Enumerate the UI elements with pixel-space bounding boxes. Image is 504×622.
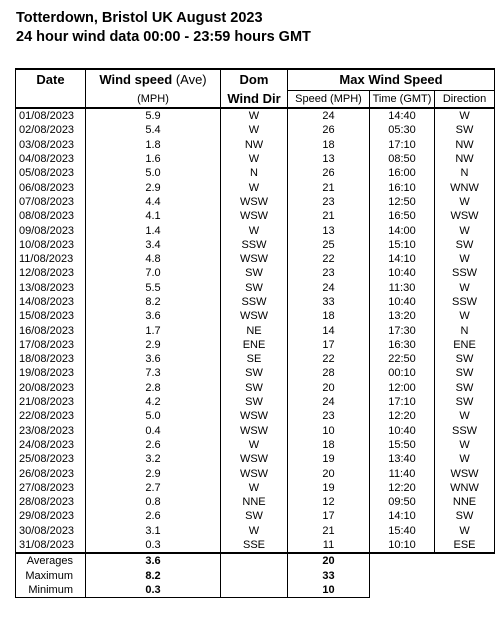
summary-blank — [221, 553, 288, 568]
cell-avg-speed: 3.6 — [86, 309, 221, 323]
cell-max-speed: 13 — [288, 152, 370, 166]
summary-row — [16, 553, 495, 568]
summary-row — [16, 583, 495, 598]
summary-max-speed: 20 — [288, 553, 370, 568]
table-row — [16, 123, 495, 137]
cell-avg-speed: 3.4 — [86, 238, 221, 252]
table-row — [16, 323, 495, 337]
cell-max-speed: 23 — [288, 195, 370, 209]
header-direction: Direction — [435, 91, 495, 109]
cell-dom-dir: SSW — [221, 295, 288, 309]
cell-max-direction: W — [435, 195, 495, 209]
cell-dom-dir: W — [221, 438, 288, 452]
cell-avg-speed: 4.2 — [86, 395, 221, 409]
cell-max-speed: 19 — [288, 481, 370, 495]
cell-avg-speed: 0.4 — [86, 424, 221, 438]
cell-avg-speed: 5.5 — [86, 281, 221, 295]
cell-max-time: 22:50 — [370, 352, 435, 366]
cell-max-time: 16:50 — [370, 209, 435, 223]
cell-date: 16/08/2023 — [16, 323, 86, 337]
cell-dom-dir: WSW — [221, 424, 288, 438]
cell-dom-dir: SSW — [221, 238, 288, 252]
cell-date: 18/08/2023 — [16, 352, 86, 366]
cell-max-time: 16:00 — [370, 166, 435, 180]
cell-max-time: 05:30 — [370, 123, 435, 137]
cell-max-direction: NNE — [435, 495, 495, 509]
cell-dom-dir: SW — [221, 366, 288, 380]
cell-date: 14/08/2023 — [16, 295, 86, 309]
cell-max-direction: W — [435, 309, 495, 323]
table-row — [16, 166, 495, 180]
cell-avg-speed: 5.9 — [86, 108, 221, 123]
cell-avg-speed: 3.2 — [86, 452, 221, 466]
table-row — [16, 309, 495, 323]
cell-avg-speed: 2.6 — [86, 438, 221, 452]
cell-max-time: 12:00 — [370, 381, 435, 395]
table-row — [16, 152, 495, 166]
cell-max-speed: 21 — [288, 209, 370, 223]
summary-blank — [221, 583, 288, 598]
header-wind-speed — [86, 69, 221, 91]
cell-max-speed: 13 — [288, 223, 370, 237]
cell-max-speed: 25 — [288, 238, 370, 252]
cell-avg-speed: 2.9 — [86, 466, 221, 480]
cell-max-speed: 20 — [288, 381, 370, 395]
cell-max-direction: SW — [435, 509, 495, 523]
cell-date: 09/08/2023 — [16, 223, 86, 237]
cell-max-direction: W — [435, 524, 495, 538]
cell-max-direction: NW — [435, 152, 495, 166]
cell-avg-speed: 0.3 — [86, 538, 221, 553]
table-row — [16, 466, 495, 480]
header-date: Date — [16, 69, 86, 91]
cell-avg-speed: 8.2 — [86, 295, 221, 309]
cell-max-direction: SW — [435, 381, 495, 395]
cell-date: 31/08/2023 — [16, 538, 86, 553]
cell-avg-speed: 4.4 — [86, 195, 221, 209]
cell-max-time: 10:40 — [370, 266, 435, 280]
table-row — [16, 252, 495, 266]
cell-max-speed: 18 — [288, 438, 370, 452]
cell-avg-speed: 5.4 — [86, 123, 221, 137]
cell-max-direction: W — [435, 223, 495, 237]
cell-dom-dir: WSW — [221, 195, 288, 209]
header-date-blank — [16, 91, 86, 109]
cell-dom-dir: SW — [221, 381, 288, 395]
report-subtitle: 24 hour wind data 00:00 - 23:59 hours GMT — [16, 29, 311, 45]
table-row — [16, 352, 495, 366]
cell-max-speed: 23 — [288, 266, 370, 280]
table-row — [16, 338, 495, 352]
summary-blank — [221, 569, 288, 583]
table-row — [16, 381, 495, 395]
cell-date: 27/08/2023 — [16, 481, 86, 495]
table-row — [16, 481, 495, 495]
cell-max-direction: SW — [435, 238, 495, 252]
cell-max-direction: W — [435, 452, 495, 466]
cell-dom-dir: WSW — [221, 409, 288, 423]
cell-max-speed: 12 — [288, 495, 370, 509]
cell-date: 17/08/2023 — [16, 338, 86, 352]
table-row — [16, 409, 495, 423]
cell-max-direction: W — [435, 108, 495, 123]
cell-max-speed: 18 — [288, 138, 370, 152]
cell-avg-speed: 2.6 — [86, 509, 221, 523]
cell-max-time: 11:40 — [370, 466, 435, 480]
cell-date: 11/08/2023 — [16, 252, 86, 266]
cell-avg-speed: 3.1 — [86, 524, 221, 538]
cell-date: 30/08/2023 — [16, 524, 86, 538]
cell-max-speed: 24 — [288, 281, 370, 295]
cell-max-speed: 23 — [288, 409, 370, 423]
cell-dom-dir: ENE — [221, 338, 288, 352]
cell-dom-dir: NW — [221, 138, 288, 152]
cell-date: 26/08/2023 — [16, 466, 86, 480]
cell-dom-dir: W — [221, 524, 288, 538]
table-row — [16, 366, 495, 380]
cell-date: 28/08/2023 — [16, 495, 86, 509]
cell-dom-dir: N — [221, 166, 288, 180]
cell-dom-dir: W — [221, 108, 288, 123]
cell-date: 24/08/2023 — [16, 438, 86, 452]
cell-date: 20/08/2023 — [16, 381, 86, 395]
header-time-gmt: Time (GMT) — [370, 91, 435, 109]
table-row — [16, 108, 495, 123]
table-row — [16, 395, 495, 409]
cell-max-time: 15:50 — [370, 438, 435, 452]
cell-max-time: 17:30 — [370, 323, 435, 337]
cell-dom-dir: SW — [221, 281, 288, 295]
cell-max-speed: 24 — [288, 395, 370, 409]
cell-max-time: 14:10 — [370, 252, 435, 266]
cell-max-time: 11:30 — [370, 281, 435, 295]
cell-max-direction: SW — [435, 395, 495, 409]
cell-dom-dir: WSW — [221, 452, 288, 466]
cell-dom-dir: WSW — [221, 252, 288, 266]
cell-date: 22/08/2023 — [16, 409, 86, 423]
cell-max-time: 15:40 — [370, 524, 435, 538]
summary-label: Averages — [16, 553, 86, 568]
table-row — [16, 509, 495, 523]
cell-max-direction: ENE — [435, 338, 495, 352]
cell-max-direction: SW — [435, 352, 495, 366]
cell-max-speed: 20 — [288, 466, 370, 480]
cell-date: 03/08/2023 — [16, 138, 86, 152]
summary-row — [16, 569, 495, 583]
cell-max-direction: W — [435, 281, 495, 295]
cell-avg-speed: 1.7 — [86, 323, 221, 337]
cell-dom-dir: SW — [221, 509, 288, 523]
cell-max-time: 17:10 — [370, 395, 435, 409]
cell-max-direction: W — [435, 438, 495, 452]
cell-max-time: 12:20 — [370, 481, 435, 495]
table-row — [16, 452, 495, 466]
cell-max-time: 13:40 — [370, 452, 435, 466]
header-speed-mph: Speed (MPH) — [288, 91, 370, 109]
header-max-wind-speed: Max Wind Speed — [288, 69, 495, 91]
cell-dom-dir: W — [221, 223, 288, 237]
cell-avg-speed: 5.0 — [86, 166, 221, 180]
table-row — [16, 195, 495, 209]
cell-max-speed: 26 — [288, 123, 370, 137]
table-row — [16, 266, 495, 280]
cell-avg-speed: 1.6 — [86, 152, 221, 166]
cell-max-time: 15:10 — [370, 238, 435, 252]
cell-max-direction: WSW — [435, 209, 495, 223]
cell-max-time: 10:40 — [370, 295, 435, 309]
cell-date: 05/08/2023 — [16, 166, 86, 180]
cell-avg-speed: 2.8 — [86, 381, 221, 395]
cell-avg-speed: 2.9 — [86, 338, 221, 352]
cell-avg-speed: 7.3 — [86, 366, 221, 380]
cell-dom-dir: W — [221, 123, 288, 137]
cell-max-time: 09:50 — [370, 495, 435, 509]
cell-max-time: 17:10 — [370, 138, 435, 152]
cell-date: 21/08/2023 — [16, 395, 86, 409]
cell-dom-dir: SSE — [221, 538, 288, 553]
cell-avg-speed: 1.4 — [86, 223, 221, 237]
header-wind-speed-label: Wind speed — [99, 72, 173, 88]
summary-avg-speed: 0.3 — [86, 583, 221, 598]
cell-max-direction: N — [435, 166, 495, 180]
summary-max-speed: 33 — [288, 569, 370, 583]
cell-date: 29/08/2023 — [16, 509, 86, 523]
cell-max-time: 00:10 — [370, 366, 435, 380]
cell-max-speed: 22 — [288, 352, 370, 366]
cell-max-direction: N — [435, 323, 495, 337]
table-row — [16, 524, 495, 538]
cell-avg-speed: 5.0 — [86, 409, 221, 423]
cell-max-direction: ESE — [435, 538, 495, 553]
table-row — [16, 438, 495, 452]
cell-avg-speed: 4.8 — [86, 252, 221, 266]
cell-max-direction: WSW — [435, 466, 495, 480]
cell-max-time: 12:20 — [370, 409, 435, 423]
cell-max-speed: 21 — [288, 180, 370, 194]
cell-avg-speed: 2.7 — [86, 481, 221, 495]
cell-date: 25/08/2023 — [16, 452, 86, 466]
cell-max-direction: SW — [435, 123, 495, 137]
cell-dom-dir: WSW — [221, 309, 288, 323]
cell-date: 06/08/2023 — [16, 180, 86, 194]
cell-max-time: 10:10 — [370, 538, 435, 553]
header-wind-unit: (MPH) — [86, 91, 221, 109]
cell-avg-speed: 4.1 — [86, 209, 221, 223]
cell-max-direction: SSW — [435, 295, 495, 309]
cell-max-speed: 33 — [288, 295, 370, 309]
cell-avg-speed: 2.9 — [86, 180, 221, 194]
cell-max-direction: NW — [435, 138, 495, 152]
cell-max-speed: 28 — [288, 366, 370, 380]
cell-max-speed: 17 — [288, 509, 370, 523]
cell-date: 23/08/2023 — [16, 424, 86, 438]
table-row — [16, 138, 495, 152]
cell-max-speed: 19 — [288, 452, 370, 466]
cell-max-speed: 18 — [288, 309, 370, 323]
cell-max-direction: W — [435, 252, 495, 266]
table-row — [16, 223, 495, 237]
cell-dom-dir: SW — [221, 266, 288, 280]
table-row — [16, 495, 495, 509]
cell-max-direction: WNW — [435, 180, 495, 194]
cell-dom-dir: WSW — [221, 466, 288, 480]
cell-date: 07/08/2023 — [16, 195, 86, 209]
cell-date: 04/08/2023 — [16, 152, 86, 166]
table-row — [16, 281, 495, 295]
wind-data-table — [15, 68, 494, 598]
cell-max-speed: 14 — [288, 323, 370, 337]
cell-max-speed: 24 — [288, 108, 370, 123]
summary-max-speed: 10 — [288, 583, 370, 598]
cell-max-speed: 11 — [288, 538, 370, 553]
cell-max-direction: SSW — [435, 424, 495, 438]
table-row — [16, 295, 495, 309]
cell-max-time: 08:50 — [370, 152, 435, 166]
header-wind-dir: Wind Dir — [221, 91, 288, 109]
summary-label: Maximum — [16, 569, 86, 583]
header-wind-speed-ave: (Ave) — [175, 72, 207, 88]
table-row — [16, 238, 495, 252]
cell-dom-dir: SE — [221, 352, 288, 366]
summary-avg-speed: 8.2 — [86, 569, 221, 583]
cell-avg-speed: 7.0 — [86, 266, 221, 280]
table-row — [16, 209, 495, 223]
cell-date: 12/08/2023 — [16, 266, 86, 280]
cell-dom-dir: W — [221, 481, 288, 495]
cell-max-time: 16:30 — [370, 338, 435, 352]
cell-dom-dir: NE — [221, 323, 288, 337]
cell-max-speed: 17 — [288, 338, 370, 352]
cell-dom-dir: W — [221, 152, 288, 166]
summary-avg-speed: 3.6 — [86, 553, 221, 568]
cell-avg-speed: 1.8 — [86, 138, 221, 152]
cell-max-direction: W — [435, 409, 495, 423]
cell-max-speed: 10 — [288, 424, 370, 438]
cell-max-time: 14:40 — [370, 108, 435, 123]
cell-max-time: 14:00 — [370, 223, 435, 237]
cell-avg-speed: 0.8 — [86, 495, 221, 509]
cell-avg-speed: 3.6 — [86, 352, 221, 366]
cell-date: 15/08/2023 — [16, 309, 86, 323]
cell-max-time: 16:10 — [370, 180, 435, 194]
cell-max-time: 12:50 — [370, 195, 435, 209]
cell-date: 08/08/2023 — [16, 209, 86, 223]
cell-date: 13/08/2023 — [16, 281, 86, 295]
cell-max-speed: 22 — [288, 252, 370, 266]
cell-max-time: 13:20 — [370, 309, 435, 323]
cell-max-direction: SW — [435, 366, 495, 380]
summary-label: Minimum — [16, 583, 86, 598]
cell-max-speed: 21 — [288, 524, 370, 538]
report-title: Totterdown, Bristol UK August 2023 — [16, 10, 263, 26]
cell-dom-dir: W — [221, 180, 288, 194]
table-row — [16, 180, 495, 194]
cell-date: 10/08/2023 — [16, 238, 86, 252]
cell-dom-dir: WSW — [221, 209, 288, 223]
cell-max-time: 14:10 — [370, 509, 435, 523]
cell-dom-dir: SW — [221, 395, 288, 409]
cell-max-speed: 26 — [288, 166, 370, 180]
cell-max-direction: SSW — [435, 266, 495, 280]
header-dom: Dom — [221, 69, 288, 91]
table-row — [16, 424, 495, 438]
cell-date: 19/08/2023 — [16, 366, 86, 380]
cell-date: 02/08/2023 — [16, 123, 86, 137]
cell-dom-dir: NNE — [221, 495, 288, 509]
table-row — [16, 538, 495, 553]
cell-max-time: 10:40 — [370, 424, 435, 438]
cell-max-direction: WNW — [435, 481, 495, 495]
cell-date: 01/08/2023 — [16, 108, 86, 123]
